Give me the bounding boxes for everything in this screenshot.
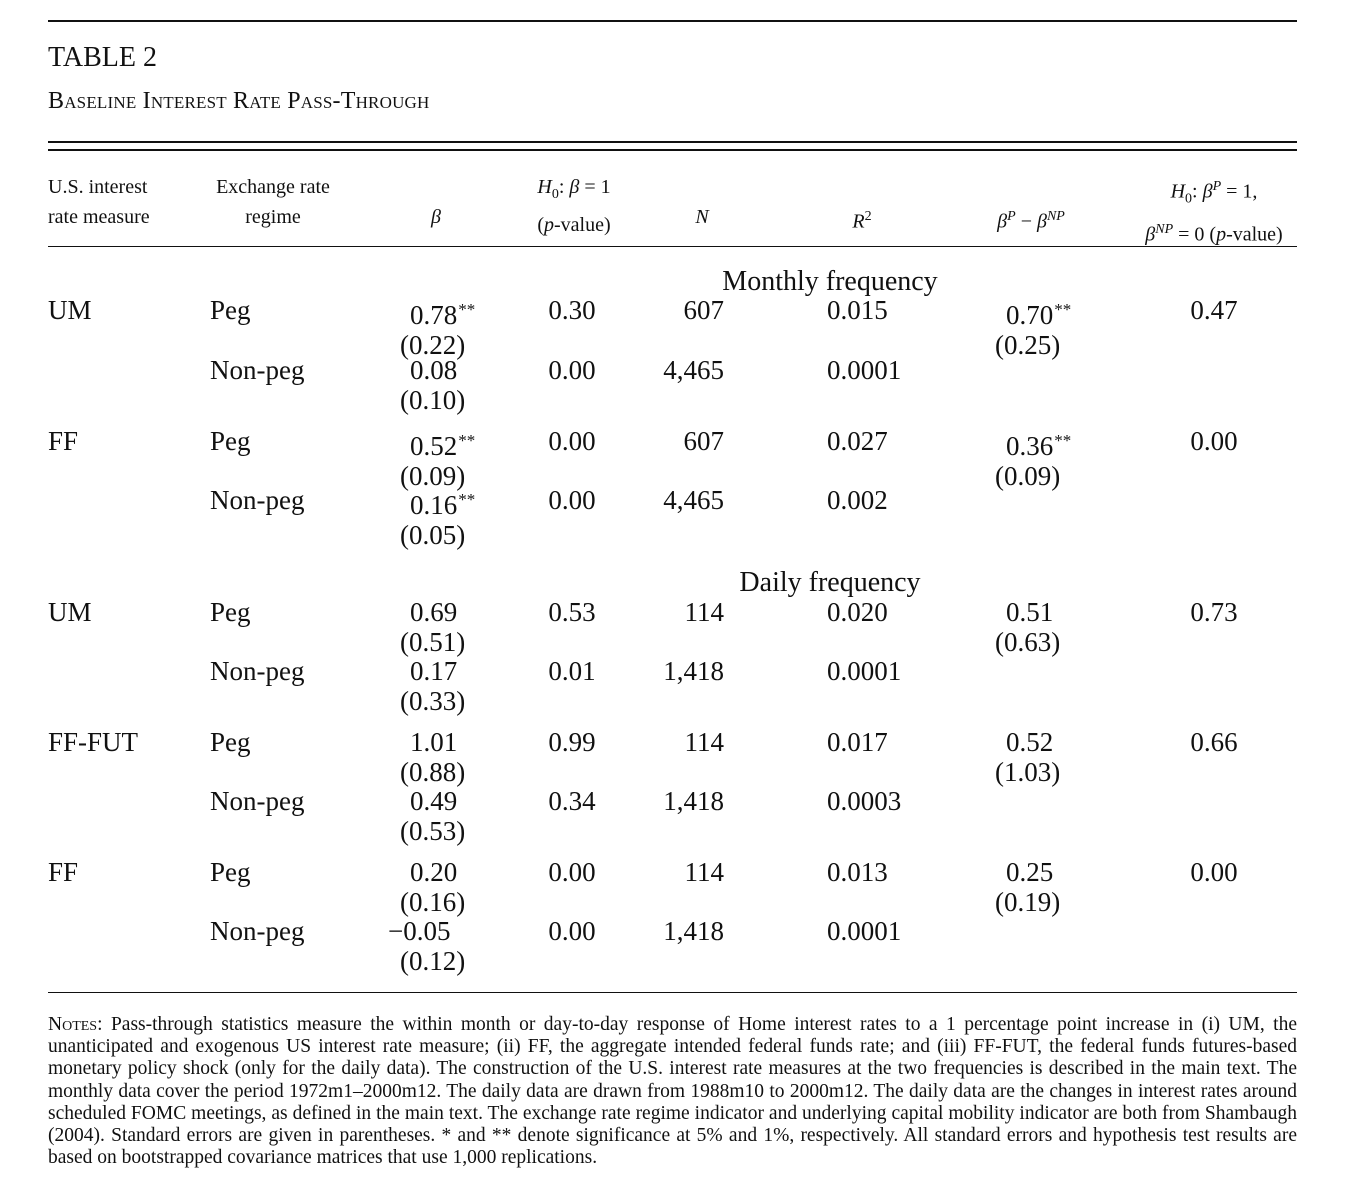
cell-diff xyxy=(990,857,1080,917)
beta-value: 0.20 xyxy=(410,857,458,887)
cell-joint: 0.00 xyxy=(1190,426,1238,456)
beta-value: 1.01 xyxy=(410,727,458,757)
cell-n: 1,418 xyxy=(663,786,724,816)
cell-diff xyxy=(990,426,1080,491)
section-label: Monthly frequency xyxy=(722,266,938,297)
cell-r2: 0.0001 xyxy=(827,916,902,946)
header-double-rule-top xyxy=(48,141,1297,143)
cell-measure: UM xyxy=(48,597,92,627)
cell-n: 4,465 xyxy=(663,485,724,515)
cell-joint: 0.47 xyxy=(1190,295,1238,325)
cell-n: 114 xyxy=(684,727,724,757)
beta-standard-error: (0.09) xyxy=(400,461,466,491)
beta-value: 0.16 xyxy=(410,490,458,520)
cell-pval: 0.00 xyxy=(548,485,596,515)
beta-standard-error: (0.33) xyxy=(400,686,466,716)
cell-n: 1,418 xyxy=(663,656,724,686)
diff-value: 0.51 xyxy=(1006,597,1054,627)
cell-regime: Peg xyxy=(210,295,251,325)
beta-stars: ** xyxy=(458,300,476,319)
diff-value: 0.52 xyxy=(1006,727,1054,757)
cell-r2: 0.002 xyxy=(827,485,888,515)
cell-beta xyxy=(388,916,484,976)
beta-value: 0.52 xyxy=(410,431,458,461)
cell-r2: 0.0001 xyxy=(827,355,902,385)
cell-n: 4,465 xyxy=(663,355,724,385)
cell-pval: 0.00 xyxy=(548,916,596,946)
beta-stars: ** xyxy=(458,431,476,450)
cell-r2: 0.020 xyxy=(827,597,888,627)
cell-measure: FF xyxy=(48,426,79,456)
cell-pval: 0.00 xyxy=(548,426,596,456)
cell-pval: 0.53 xyxy=(548,597,596,627)
header-beta-diff: $\beta^P - \beta^{NP}$ xyxy=(997,209,1065,233)
cell-regime: Peg xyxy=(210,727,251,757)
header-h0-joint-pvalue: $H_0$: $\beta^P = 1$, $\beta^{NP} = 0$ (p-value) xyxy=(1145,179,1283,246)
cell-diff xyxy=(990,597,1080,657)
cell-regime: Non-peg xyxy=(210,355,305,385)
beta-value: 0.78 xyxy=(410,300,458,330)
header-n: N xyxy=(695,206,709,228)
beta-stars: ** xyxy=(458,490,476,509)
cell-r2: 0.017 xyxy=(827,727,888,757)
cell-n: 114 xyxy=(684,857,724,887)
cell-measure: FF-FUT xyxy=(48,727,139,757)
cell-n: 114 xyxy=(684,597,724,627)
notes-label: Notes: xyxy=(48,1014,103,1035)
beta-standard-error: (0.05) xyxy=(400,520,466,550)
cell-regime: Peg xyxy=(210,857,251,887)
cell-r2: 0.0001 xyxy=(827,656,902,686)
table-label: TABLE 2 xyxy=(48,42,157,73)
cell-pval: 0.01 xyxy=(548,656,596,686)
cell-regime: Peg xyxy=(210,597,251,627)
section-label: Daily frequency xyxy=(739,567,921,598)
cell-joint: 0.73 xyxy=(1190,597,1238,627)
cell-joint: 0.66 xyxy=(1190,727,1238,757)
cell-beta xyxy=(388,786,484,846)
cell-diff xyxy=(990,727,1080,787)
diff-value: 0.70 xyxy=(1006,300,1054,330)
diff-standard-error: (0.09) xyxy=(995,461,1061,491)
diff-standard-error: (0.19) xyxy=(995,887,1061,917)
cell-r2: 0.015 xyxy=(827,295,888,325)
cell-beta xyxy=(388,426,484,491)
notes-text: Pass-through statistics measure the within month or day-to-day response of Home interest rates to a 1 percentage point increase in (i) UM, the unanticipated and exogenous US interest rate measure; (ii) FF, the aggregate intended federal funds rate; and (iii) FF-FUT, the federal funds futures-based monetary policy shock (only for the daily data). The construction of the U.S. interest rate measures at the two frequencies is described in the main text. The monthly data cover the period 1972m1–2000m12. The daily data are drawn from 1988m10 to 2000m12. The daily data are the changes in interest rates around scheduled FOMC meetings, as defined in the main text. The exchange rate regime indicator and underlying capital mobility indicator are both from Shambaugh (2004). Standard errors are given in parentheses. * and ** denote significance at 5% and 1%, respectively. All standard errors and hypothesis test results are based on bootstrapped covariance matrices that use 1,000 replications. xyxy=(48,1014,1297,1169)
beta-value: 0.08 xyxy=(410,355,458,385)
beta-standard-error: (0.51) xyxy=(400,627,466,657)
cell-beta xyxy=(388,857,484,917)
table-title: Baseline Interest Rate Pass-Through xyxy=(48,88,430,114)
cell-beta xyxy=(388,485,484,550)
cell-r2: 0.013 xyxy=(827,857,888,887)
cell-regime: Non-peg xyxy=(210,485,305,515)
beta-value: −0.05 xyxy=(388,916,451,946)
cell-diff xyxy=(990,295,1080,360)
cell-n: 1,418 xyxy=(663,916,724,946)
cell-r2: 0.0003 xyxy=(827,786,902,816)
diff-standard-error: (1.03) xyxy=(995,757,1061,787)
cell-n: 607 xyxy=(683,426,724,456)
cell-pval: 0.00 xyxy=(548,857,596,887)
cell-beta xyxy=(388,597,484,657)
cell-regime: Non-peg xyxy=(210,916,305,946)
cell-pval: 0.00 xyxy=(548,355,596,385)
diff-value: 0.25 xyxy=(1006,857,1054,887)
beta-standard-error: (0.12) xyxy=(400,946,466,976)
beta-standard-error: (0.88) xyxy=(400,757,466,787)
beta-value: 0.17 xyxy=(410,656,458,686)
header-double-rule-bottom xyxy=(48,149,1297,151)
cell-beta xyxy=(388,295,484,360)
diff-standard-error: (0.63) xyxy=(995,627,1061,657)
cell-beta xyxy=(388,656,484,716)
diff-stars: ** xyxy=(1054,300,1072,319)
beta-value: 0.49 xyxy=(410,786,458,816)
cell-measure: FF xyxy=(48,857,79,887)
cell-regime: Non-peg xyxy=(210,656,305,686)
header-bottom-rule xyxy=(48,246,1297,247)
diff-standard-error: (0.25) xyxy=(995,330,1061,360)
beta-standard-error: (0.53) xyxy=(400,816,466,846)
cell-beta xyxy=(388,727,484,787)
cell-pval: 0.34 xyxy=(548,786,596,816)
cell-r2: 0.027 xyxy=(827,426,888,456)
cell-regime: Peg xyxy=(210,426,251,456)
diff-stars: ** xyxy=(1054,431,1072,450)
header-beta: β xyxy=(431,206,441,228)
header-r2: $R^2$ xyxy=(852,209,872,233)
cell-measure: UM xyxy=(48,295,92,325)
beta-standard-error: (0.10) xyxy=(400,385,466,415)
header-h0-beta-pvalue: $H_0$: β = 1 (p-value) xyxy=(537,176,611,236)
cell-pval: 0.99 xyxy=(548,727,596,757)
cell-pval: 0.30 xyxy=(548,295,596,325)
header-exchange-rate-regime: Exchange rate regime xyxy=(216,176,330,228)
beta-value: 0.69 xyxy=(410,597,458,627)
table-bottom-rule xyxy=(48,992,1297,993)
beta-standard-error: (0.22) xyxy=(400,330,466,360)
cell-joint: 0.00 xyxy=(1190,857,1238,887)
cell-n: 607 xyxy=(683,295,724,325)
top-rule xyxy=(48,20,1297,22)
beta-standard-error: (0.16) xyxy=(400,887,466,917)
diff-value: 0.36 xyxy=(1006,431,1054,461)
cell-beta xyxy=(388,355,484,415)
cell-regime: Non-peg xyxy=(210,786,305,816)
table-notes xyxy=(48,1014,1297,1169)
header-us-rate-measure: U.S. interest rate measure xyxy=(48,176,150,228)
